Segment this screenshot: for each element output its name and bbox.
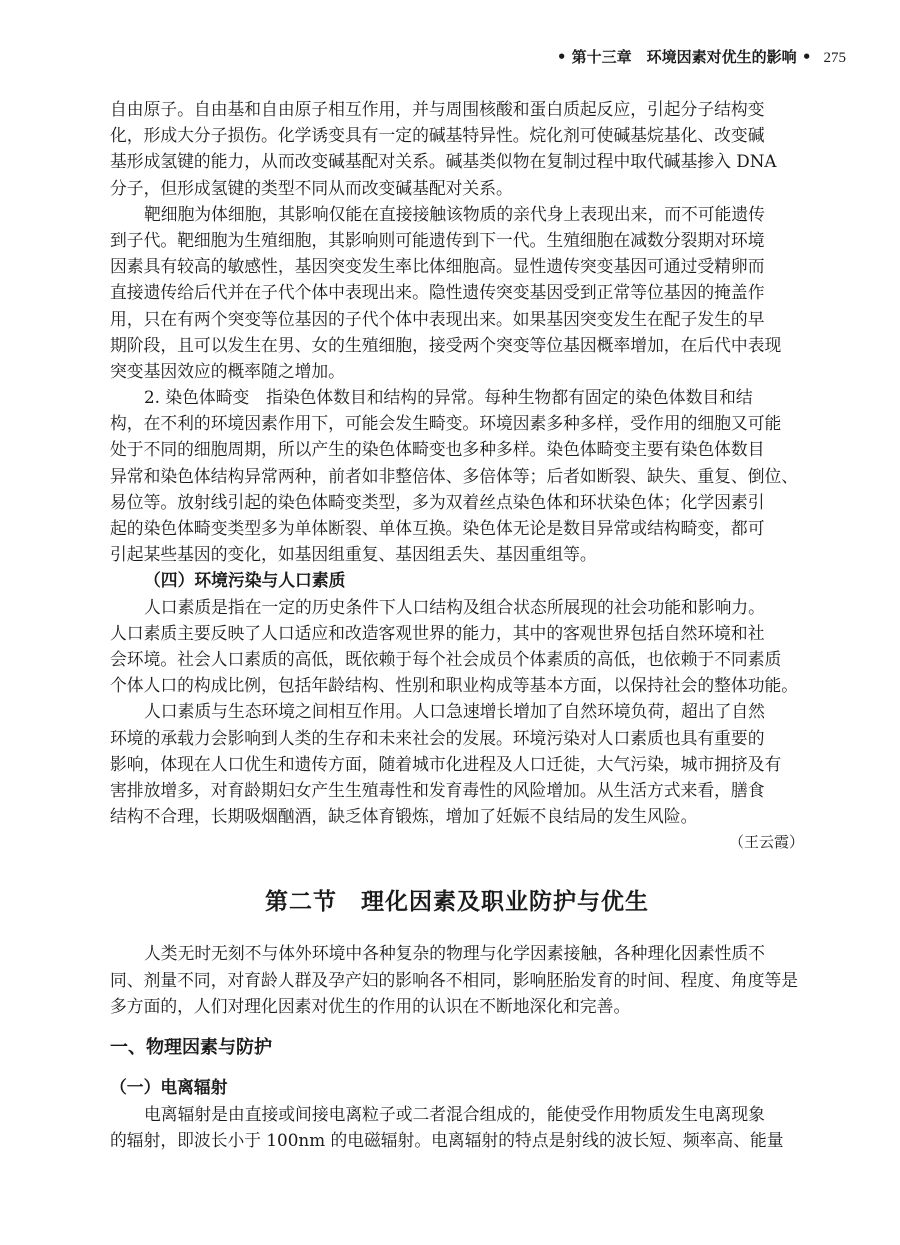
text-line: 易位等。放射线引起的染色体畸变类型，多为双着丝点染色体和环状染色体；化学因素引 [110,491,765,512]
text-line: 人口素质主要反映了人口适应和改造客观世界的能力，其中的客观世界包括自然环境和社 [110,622,765,643]
text-line: 个体人口的构成比例，包括年龄结构、性别和职业构成等基本方面，以保持社会的整体功能。 [110,675,799,696]
text-line: 结构不合理，长期吸烟酗酒，缺乏体育锻炼，增加了妊娠不良结局的发生风险。 [110,806,698,827]
text-line: 多方面的，人们对理化因素对优生的作用的认识在不断地深化和完善。 [110,995,631,1016]
page-body [110,96,804,1153]
text-line: 害排放增多，对育龄期妇女产生生殖毒性和发育毒性的风险增加。从生活方式来看，膳食 [110,779,765,800]
text-line: 分子，但形成氢键的类型不同从而改变碱基配对关系。 [110,177,513,198]
paragraph-6 [110,940,804,1019]
text-line: 基形成氢键的能力，从而改变碱基配对关系。碱基类似物在复制过程中取代碱基掺入 DNA [110,151,777,172]
page-number: 275 [823,50,846,66]
section-title: 第二节 理化因素及职业防护与优生 [265,889,649,916]
heading-physical-factors: 一、物理因素与防护 [110,1037,272,1058]
text-line: 起的染色体畸变类型多为单体断裂、单体互换。染色体无论是数目异常或结构畸变，都可 [110,518,765,538]
running-header [0,46,846,67]
text-line: 处于不同的细胞周期，所以产生的染色体畸变也多种多样。染色体畸变主要有染色体数目 [110,439,765,460]
text-line: 化，形成大分子损伤。化学诱变具有一定的碱基特异性。烷化剂可使碱基烷基化、改变碱 [110,125,765,146]
text-line: 2. 染色体畸变 指染色体数目和结构的异常。每种生物都有固定的染色体数目和结 [144,387,753,408]
text-line: 到子代。靶细胞为生殖细胞，其影响则可能遗传到下一代。生殖细胞在减数分裂期对环境 [110,229,765,250]
text-line: 引起某些基因的变化，如基因组重复、基因组丢失、基因重组等。 [110,544,597,565]
author-credit: （王云霞） [728,833,804,852]
text-line: 自由原子。自由基和自由原子相互作用，并与周围核酸和蛋白质起反应，引起分子结构变 [110,99,765,119]
paragraph-3 [110,384,804,567]
text-line: 人口素质是指在一定的历史条件下人口结构及组合状态所展现的社会功能和影响力。 [144,596,765,617]
text-line: 构，在不利的环境因素作用下，可能会发生畸变。环境因素多种多样，受作用的细胞又可能 [110,413,782,434]
text-line: 异常和染色体结构异常两种，前者如非整倍体、多倍体等；后者如断裂、缺失、重复、倒位、 [110,465,799,486]
paragraph-5 [110,698,804,829]
text-line: 直接遗传给后代并在子代个体中表现出来。隐性遗传突变基因受到正常等位基因的掩盖作 [110,282,765,303]
text-line: 环境的承载力会影响到人类的生存和未来社会的发展。环境污染对人口素质也具有重要的 [110,727,765,748]
text-line: 会环境。社会人口素质的高低，既依赖于每个社会成员个体素质的高低，也依赖于不同素质 [110,648,782,669]
subheading-4: （四）环境污染与人口素质 [144,570,346,591]
text-line: 用，只在有两个突变等位基因的子代个体中表现出来。如果基因突变发生在配子发生的早 [110,308,765,329]
text-line: 的辐射，即波长小于 100nm 的电磁辐射。电离辐射的特点是射线的波长短、频率高、能量 [110,1130,784,1151]
text-line: 同、剂量不同，对育龄人群及孕产妇的影响各不相同，影响胚胎发育的时间、程度、角度等是 [110,969,799,990]
text-line: 靶细胞为体细胞，其影响仅能在直接接触该物质的亲代身上表现出来，而不可能遗传 [144,203,765,224]
text-line: 人类无时无刻不与体外环境中各种复杂的物理与化学因素接触，各种理化因素性质不 [144,943,765,964]
text-line: 电离辐射是由直接或间接电离粒子或二者混合组成的，能使受作用物质发生电离现象 [144,1104,765,1124]
text-line: 人口素质与生态环境之间相互作用。人口急速增长增加了自然环境负荷，超出了自然 [144,701,765,722]
paragraph-1 [110,96,804,201]
paragraph-4 [110,594,804,699]
paragraph-7 [110,1101,804,1153]
heading-ionizing-radiation: （一）电离辐射 [110,1077,228,1097]
text-line: 突变基因效应的概率随之增加。 [110,360,345,381]
paragraph-2 [110,201,804,384]
chapter-title: • 第十三章 环境因素对优生的影响 • [556,48,812,66]
text-line: 影响，体现在人口优生和遗传方面，随着城市化进程及人口迁徙，大气污染，城市拥挤及有 [110,753,782,774]
text-line: 因素具有较高的敏感性，基因突变发生率比体细胞高。显性遗传突变基因可通过受精卵而 [110,256,765,277]
text-line: 期阶段，且可以发生在男、女的生殖细胞，接受两个突变等位基因概率增加，在后代中表现 [110,334,782,355]
